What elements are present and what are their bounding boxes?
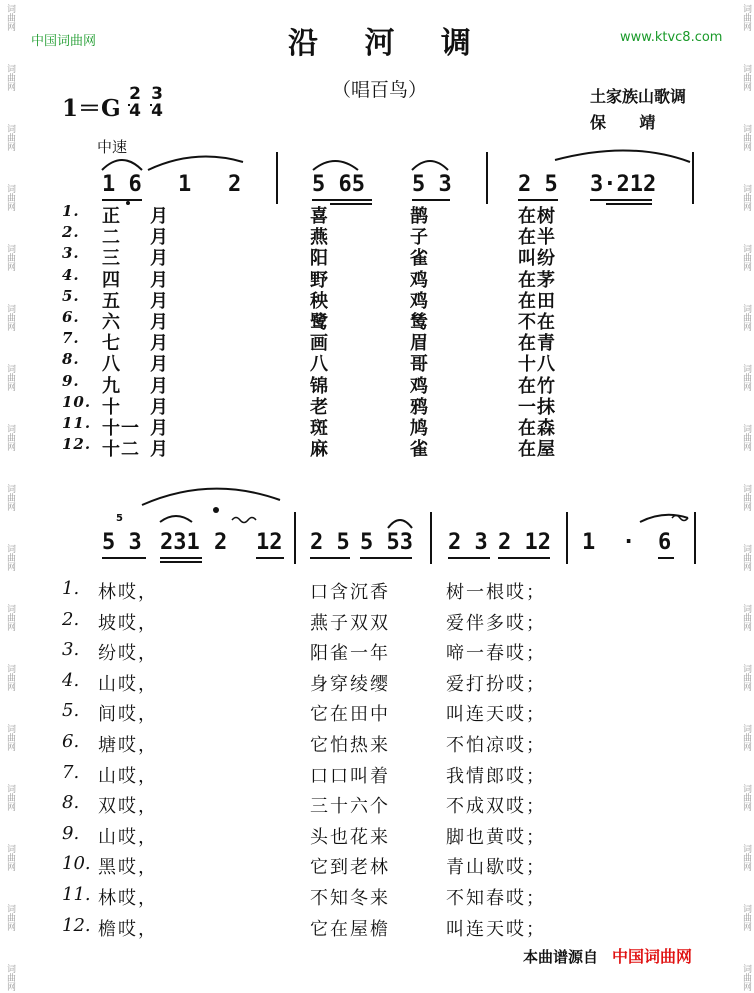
verse-cell: 9. xyxy=(62,371,80,390)
verse-row xyxy=(62,414,622,439)
source-credit xyxy=(523,944,692,967)
song-arranger: 保 靖 xyxy=(590,113,656,132)
watermark-text: 词曲网 xyxy=(741,784,751,811)
barline xyxy=(294,512,296,564)
watermark-text: 词曲网 xyxy=(5,364,15,391)
note-2-9: 1 xyxy=(582,530,596,555)
note-1-2: 1 xyxy=(178,172,192,197)
verse-row xyxy=(62,823,622,853)
beam xyxy=(256,557,284,559)
verse-cell: 口含沉香 xyxy=(310,582,390,603)
verse-row xyxy=(62,435,622,461)
verse-cell: 纷哎， xyxy=(98,643,158,665)
verse-row xyxy=(62,884,622,914)
verse-row xyxy=(62,762,622,792)
slur-2 xyxy=(313,161,358,170)
watermark-text: 词曲网 xyxy=(5,664,15,691)
verse-cell: 啼一春哎； xyxy=(446,643,546,665)
verse-cell: 鸡 xyxy=(410,375,429,397)
verse-cell: 不在 xyxy=(518,312,556,333)
verse-cell: 2. xyxy=(62,223,80,242)
trill-mark-1 xyxy=(232,518,256,523)
verse-cell: 1. xyxy=(62,202,80,220)
verse-cell: 它在屋檐 xyxy=(310,918,390,940)
verse-cell: 鸡 xyxy=(410,269,429,291)
verse-cell: 三 xyxy=(102,248,121,270)
verse-cell: 十八 xyxy=(518,354,556,376)
beam xyxy=(160,557,202,559)
verse-cell: 4. xyxy=(62,265,80,284)
note-2-3: 2 xyxy=(214,530,228,555)
verse-cell: 爱打扮哎； xyxy=(446,673,546,695)
watermark-text: 词曲网 xyxy=(5,424,15,451)
verse-cell: 眉 xyxy=(410,333,429,355)
tempo-marking: 中速 xyxy=(97,138,128,156)
watermark-text: 词曲网 xyxy=(5,844,15,871)
verse-cell: 正 xyxy=(102,206,121,227)
beam xyxy=(310,557,350,559)
verse-cell: 身穿绫缨 xyxy=(310,673,390,695)
verse-row xyxy=(62,670,622,700)
verse-cell: 树一根哎； xyxy=(446,582,546,603)
song-title: 沿 河 调 xyxy=(288,26,489,61)
verse-cell: 11. xyxy=(62,884,91,905)
watermark-text: 词曲网 xyxy=(5,964,15,991)
verse-cell: 我情郎哎； xyxy=(446,765,546,787)
slur-1 xyxy=(102,160,142,170)
verse-row xyxy=(62,308,622,333)
verse-cell: 3. xyxy=(62,244,80,263)
verse-cell: 哥 xyxy=(410,354,429,376)
verse-cell: 画 xyxy=(310,333,329,355)
note-1-5: 5 3 xyxy=(412,172,452,197)
verse-cell: 爱伴多哎； xyxy=(446,612,546,634)
barline xyxy=(692,152,694,204)
verse-cell: 不知冬来 xyxy=(310,888,390,909)
watermark-text: 词曲网 xyxy=(741,244,751,271)
verse-row xyxy=(62,202,622,227)
verse-cell: 子 xyxy=(410,227,429,249)
verse-cell: 七 xyxy=(102,333,121,355)
verse-row xyxy=(62,244,622,270)
note-2-1: 5 3 xyxy=(102,530,142,555)
watermark-text: 词曲网 xyxy=(741,484,751,511)
barline xyxy=(566,512,568,564)
watermark-text: 词曲网 xyxy=(741,64,751,91)
verse-cell: 9. xyxy=(62,822,80,844)
verse-cell: 十一 xyxy=(102,418,140,439)
verse-cell: 三十六个 xyxy=(310,796,390,818)
verse-cell: 燕 xyxy=(310,227,329,249)
watermark-text: 词曲网 xyxy=(741,364,751,391)
note-2-4: 12 xyxy=(256,530,283,555)
verse-cell: 月 xyxy=(150,354,169,376)
verse-cell: 麻 xyxy=(310,439,329,461)
verse-cell: 双哎， xyxy=(98,796,158,818)
verse-cell: 月 xyxy=(150,333,169,355)
verse-cell: 叫连天哎； xyxy=(446,704,546,726)
long-slur xyxy=(142,489,280,505)
beam xyxy=(360,557,412,559)
verse-cell: 8. xyxy=(62,792,80,814)
verse-cell: 野 xyxy=(310,269,329,291)
verse-cell: 2. xyxy=(62,608,80,630)
note-2-11: 6 xyxy=(658,530,672,555)
watermark-text: 词曲网 xyxy=(5,244,15,271)
verse-cell: 月 xyxy=(150,312,169,333)
verse-cell: 林哎， xyxy=(98,888,158,909)
verse-cell: 5. xyxy=(62,286,80,305)
verse-cell: 7. xyxy=(62,761,80,783)
note-2-7: 2 3 xyxy=(448,530,488,555)
meter1-numerator: 2 xyxy=(129,84,141,104)
verse-cell: 鹊 xyxy=(410,206,429,227)
verse-cell: 3. xyxy=(62,639,80,661)
watermark-text: 词曲网 xyxy=(741,724,751,751)
verse-cell: 在田 xyxy=(518,290,556,312)
verse-row xyxy=(62,639,622,669)
watermark-text: 词曲网 xyxy=(741,664,751,691)
verse-cell: 6. xyxy=(62,308,80,326)
verse-cell: 檐哎， xyxy=(98,918,158,940)
verse-cell: 山哎， xyxy=(98,673,158,695)
verse-cell: 鸦 xyxy=(410,396,429,418)
meter1-denominator: 4 xyxy=(129,101,141,121)
watermark-text: 词曲网 xyxy=(5,64,15,91)
verse-cell: 在竹 xyxy=(518,375,556,397)
song-origin: 土家族山歌调 xyxy=(590,87,687,106)
tie-2 xyxy=(555,150,690,162)
verse-cell: 九 xyxy=(102,375,121,397)
verse-cell: 月 xyxy=(150,248,169,270)
watermark-text: 词曲网 xyxy=(5,304,15,331)
verse-cell: 12. xyxy=(62,435,92,454)
source-label: 本曲谱源自 xyxy=(523,948,599,966)
watermark-text: 词曲网 xyxy=(5,124,15,151)
verse-row xyxy=(62,286,622,312)
verse-cell: 叫纷 xyxy=(518,248,556,270)
site-url-right[interactable]: www.ktvc8.com xyxy=(620,30,723,45)
watermark-text: 词曲网 xyxy=(741,964,751,991)
beam xyxy=(448,557,490,559)
beam xyxy=(498,557,550,559)
verse-cell: 它到老林 xyxy=(310,857,390,879)
verse-cell: 1. xyxy=(62,578,80,599)
watermark-text: 词曲网 xyxy=(5,184,15,211)
verse-cell: 它在田中 xyxy=(310,704,390,726)
verse-cell: 青山歇哎； xyxy=(446,857,546,879)
verse-cell: 斑 xyxy=(310,418,329,439)
watermark-text: 词曲网 xyxy=(741,544,751,571)
verse-cell: 老 xyxy=(310,396,329,418)
verse-cell: 月 xyxy=(150,375,169,397)
verse-cell: 鸶 xyxy=(410,312,429,333)
verse-cell: 八 xyxy=(310,354,329,376)
verse-cell: 6. xyxy=(62,731,80,752)
verse-row xyxy=(62,350,622,376)
slur-5 xyxy=(388,520,412,528)
verse-cell: 不知春哎； xyxy=(446,888,546,909)
note-1-4: 5 65 xyxy=(312,172,365,197)
watermark-text: 词曲网 xyxy=(741,304,751,331)
verse-cell: 林哎， xyxy=(98,582,158,603)
verse-cell: 月 xyxy=(150,396,169,418)
note-2-2: 231 xyxy=(160,530,200,555)
verse-cell: 十二 xyxy=(102,439,140,461)
verse-cell: 叫连天哎； xyxy=(446,918,546,940)
verse-row xyxy=(62,371,622,397)
watermark-text: 词曲网 xyxy=(741,424,751,451)
verse-cell: 一抹 xyxy=(518,396,556,418)
verse-cell: 燕子双双 xyxy=(310,612,390,634)
grace-note: 5 xyxy=(116,513,123,524)
verse-cell: 7. xyxy=(62,329,80,348)
verse-cell: 坡哎， xyxy=(98,612,158,634)
barline xyxy=(694,512,696,564)
verse-cell: 山哎， xyxy=(98,826,158,848)
verse-cell: 口口叫着 xyxy=(310,765,390,787)
verse-cell: 秧 xyxy=(310,290,329,312)
verse-row xyxy=(62,329,622,355)
beam xyxy=(160,561,202,563)
note-1-1: 1 6 xyxy=(102,172,142,197)
meter2-numerator: 3 xyxy=(151,84,163,104)
verse-row xyxy=(62,731,622,761)
verse-cell: 阳雀一年 xyxy=(310,643,390,665)
beam xyxy=(590,199,652,201)
beam xyxy=(102,199,142,201)
verse-cell: 4. xyxy=(62,669,80,691)
verse-cell: 月 xyxy=(150,269,169,291)
verse-cell: 10. xyxy=(62,392,92,411)
verse-cell: 阳 xyxy=(310,248,329,270)
verse-cell: 塘哎， xyxy=(98,735,158,756)
verse-cell: 鹭 xyxy=(310,312,329,333)
verse-cell: 黑哎， xyxy=(98,857,158,879)
verse-cell: 它怕热来 xyxy=(310,735,390,756)
verse-cell: 八 xyxy=(102,354,121,376)
note-2-8: 2 12 xyxy=(498,530,551,555)
verse-cell: 5. xyxy=(62,700,80,722)
watermark-text: 词曲网 xyxy=(741,184,751,211)
watermark-text: 词曲网 xyxy=(741,844,751,871)
tie-1 xyxy=(148,157,243,170)
meter2-denominator: 4 xyxy=(151,101,163,121)
note-2-5: 2 5 xyxy=(310,530,350,555)
note-2-6: 5 53 xyxy=(360,530,413,555)
song-subtitle: （唱百鸟） xyxy=(332,79,428,101)
verse-cell: 12. xyxy=(62,914,91,936)
verse-cell: 四 xyxy=(102,269,121,291)
verse-row xyxy=(62,265,622,291)
barline xyxy=(486,152,488,204)
verse-cell: 鸡 xyxy=(410,290,429,312)
verse-row xyxy=(62,223,622,249)
watermark-text: 词曲网 xyxy=(741,904,751,931)
verse-cell: 8. xyxy=(62,350,80,369)
slur-3 xyxy=(412,161,448,170)
verse-cell: 在茅 xyxy=(518,269,556,291)
watermark-text: 词曲网 xyxy=(5,784,15,811)
verse-cell: 月 xyxy=(150,439,169,461)
watermark-text: 词曲网 xyxy=(5,484,15,511)
verse-cell: 鸠 xyxy=(410,418,429,439)
verse-cell: 十 xyxy=(102,396,121,418)
beam xyxy=(412,199,450,201)
verse-cell: 在半 xyxy=(518,227,556,249)
verse-cell: 山哎， xyxy=(98,765,158,787)
site-name-left[interactable]: 中国词曲网 xyxy=(31,34,97,49)
verse-row xyxy=(62,792,622,822)
beam xyxy=(312,199,372,201)
verse-row xyxy=(62,700,622,730)
verse-cell: 锦 xyxy=(310,375,329,397)
note-1-7: 3·212 xyxy=(590,172,657,197)
verse-cell: 不怕凉哎； xyxy=(446,735,546,756)
verse-cell: 六 xyxy=(102,312,121,333)
watermark-text: 词曲网 xyxy=(741,604,751,631)
watermark-text: 词曲网 xyxy=(741,124,751,151)
verse-cell: 五 xyxy=(102,290,121,312)
verse-cell: 月 xyxy=(150,206,169,227)
verse-cell: 在青 xyxy=(518,333,556,355)
verse-cell: 雀 xyxy=(410,439,429,461)
verse-cell: 在树 xyxy=(518,206,556,227)
verse-cell: 头也花来 xyxy=(310,826,390,848)
key-signature: 1＝G xyxy=(62,95,121,122)
beam xyxy=(518,199,558,201)
note-1-6: 2 5 xyxy=(518,172,558,197)
verse-cell: 不成双哎； xyxy=(446,796,546,818)
verse-cell: 月 xyxy=(150,227,169,249)
slur-4 xyxy=(160,516,192,522)
verse-cell: 11. xyxy=(62,414,92,432)
verse-cell: 在屋 xyxy=(518,439,556,461)
watermark-text: 词曲网 xyxy=(5,724,15,751)
verse-cell: 月 xyxy=(150,418,169,439)
verse-row xyxy=(62,578,622,608)
verse-cell: 二 xyxy=(102,227,121,249)
watermark-text: 词曲网 xyxy=(5,4,15,31)
verse-cell: 喜 xyxy=(310,206,329,227)
note-2-10: · xyxy=(622,530,636,555)
watermark-text: 词曲网 xyxy=(5,904,15,931)
verse-row xyxy=(62,915,622,945)
beam xyxy=(102,557,146,559)
watermark-text: 词曲网 xyxy=(741,4,751,31)
verse-cell: 10. xyxy=(62,853,91,875)
verse-row xyxy=(62,392,622,418)
barline xyxy=(430,512,432,564)
verse-cell: 间哎， xyxy=(98,704,158,726)
note-1-3: 2 xyxy=(228,172,242,197)
source-site[interactable]: 中国词曲网 xyxy=(612,947,693,966)
watermark-text: 词曲网 xyxy=(5,544,15,571)
verse-cell: 雀 xyxy=(410,248,429,270)
ornament-dot xyxy=(213,507,219,513)
verse-cell: 脚也黄哎； xyxy=(446,826,546,848)
watermark-text: 词曲网 xyxy=(5,604,15,631)
verse-cell: 月 xyxy=(150,290,169,312)
verse-row xyxy=(62,609,622,639)
verse-cell: 在森 xyxy=(518,418,556,439)
beam xyxy=(658,557,674,559)
verse-row xyxy=(62,853,622,883)
barline xyxy=(276,152,278,204)
